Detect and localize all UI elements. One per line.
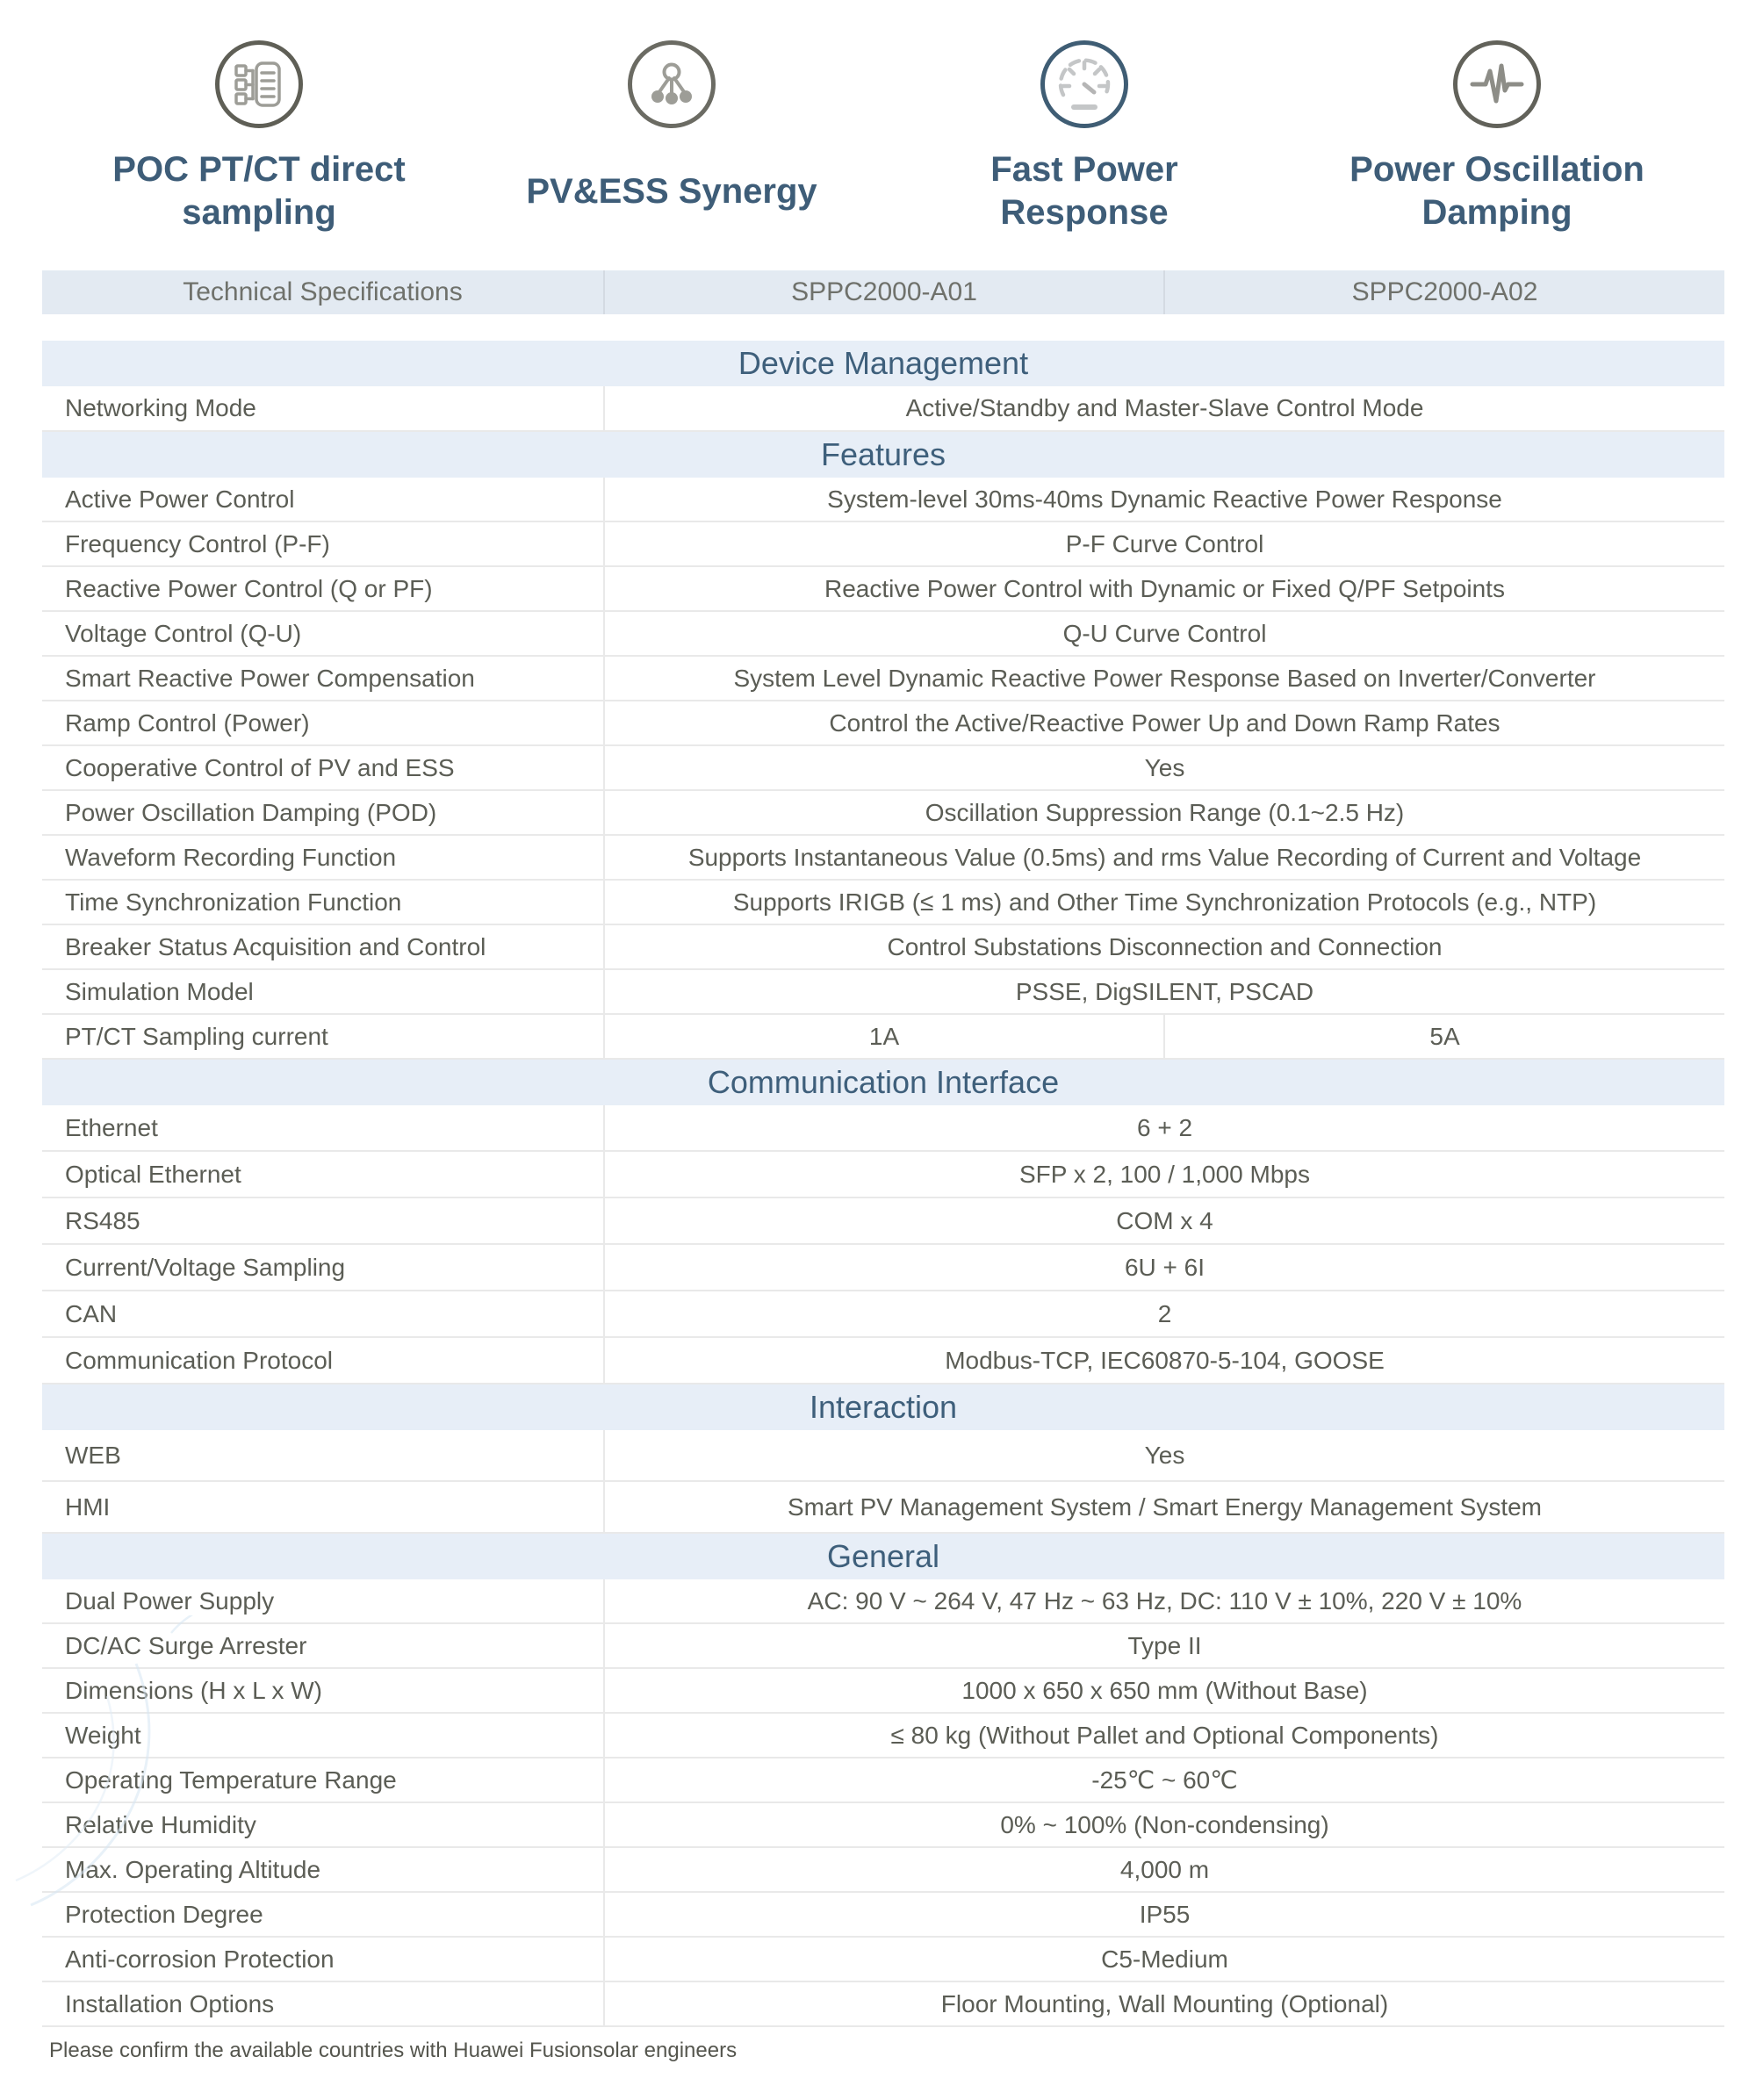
spec-row: [42, 1430, 1724, 1482]
section-interaction: [42, 1384, 1724, 1534]
section-header: Interaction: [42, 1384, 1724, 1430]
feature-label: POC PT/CT direct sampling: [112, 150, 406, 232]
row-value: Floor Mounting, Wall Mounting (Optional): [603, 1982, 1724, 2025]
row-value: AC: 90 V ~ 264 V, 47 Hz ~ 63 Hz, DC: 110 V ± 10%, 220 V ± 10%: [603, 1579, 1724, 1622]
feature-label: Power Oscillation Damping: [1349, 150, 1644, 232]
section-header: Device Management: [42, 341, 1724, 386]
row-label: Anti-corrosion Protection: [65, 1945, 335, 1973]
row-label: Current/Voltage Sampling: [65, 1253, 346, 1281]
spec-row: [42, 925, 1724, 970]
row-label: WEB: [65, 1441, 121, 1469]
section-general: [42, 1534, 1724, 2027]
row-label: Ramp Control (Power): [65, 708, 310, 737]
spec-row: [42, 1105, 1724, 1152]
row-value: Q-U Curve Control: [603, 612, 1724, 655]
row-value: ≤ 80 kg (Without Pallet and Optional Components): [603, 1714, 1724, 1757]
row-label: PT/CT Sampling current: [65, 1022, 328, 1050]
model-header-row: [42, 270, 1724, 314]
spec-row: [42, 1624, 1724, 1669]
flowchart-icon: [215, 40, 303, 128]
row-value: 0% ~ 100% (Non-condensing): [603, 1803, 1724, 1846]
spec-row: [42, 791, 1724, 836]
row-value: Yes: [603, 1430, 1724, 1480]
spec-row: [42, 1579, 1724, 1624]
spec-row: [42, 1669, 1724, 1714]
row-value: 6U + 6I: [603, 1245, 1724, 1290]
row-label: Power Oscillation Damping (POD): [65, 798, 437, 826]
row-label: Installation Options: [65, 1989, 275, 2017]
row-value: Type II: [603, 1624, 1724, 1667]
row-value: Control Substations Disconnection and Connection: [603, 925, 1724, 968]
footer-note: Please confirm the available countries with Huawei Fusionsolar engineers: [49, 2039, 738, 2062]
row-value: COM x 4: [603, 1198, 1724, 1243]
spec-row: [42, 1714, 1724, 1758]
table-title: Technical Specifications: [183, 277, 463, 306]
row-value: Yes: [603, 746, 1724, 789]
row-value: Reactive Power Control with Dynamic or Fixed Q/PF Setpoints: [603, 567, 1724, 610]
spec-row: [42, 567, 1724, 612]
row-label: Voltage Control (Q-U): [65, 619, 302, 647]
row-label: Communication Protocol: [65, 1346, 334, 1374]
spec-row: [42, 522, 1724, 567]
model-a01-header: SPPC2000-A01: [603, 270, 1163, 314]
row-value: -25℃ ~ 60℃: [603, 1758, 1724, 1802]
spec-row: [42, 836, 1724, 881]
spec-row: [42, 1338, 1724, 1384]
row-value: Supports Instantaneous Value (0.5ms) and rms Value Recording of Current and Voltage: [603, 836, 1724, 879]
pulse-wave-icon: [1453, 40, 1541, 128]
row-value: System-level 30ms-40ms Dynamic Reactive Power Response: [603, 478, 1724, 521]
network-synergy-icon: [628, 40, 716, 128]
section-features: [42, 432, 1724, 1060]
spec-row: [42, 1152, 1724, 1198]
row-label: DC/AC Surge Arrester: [65, 1631, 307, 1659]
feature-power-oscillation-damping: [1291, 40, 1703, 235]
spec-row: [42, 1245, 1724, 1291]
row-value: 4,000 m: [603, 1848, 1724, 1891]
row-value: 1A: [603, 1015, 1163, 1058]
row-value: Modbus-TCP, IEC60870-5-104, GOOSE: [603, 1338, 1724, 1383]
row-label: Protection Degree: [65, 1900, 263, 1928]
feature-highlights-row: [53, 40, 1703, 235]
spec-row: [42, 881, 1724, 925]
row-label: Networking Mode: [65, 394, 256, 421]
row-label: Operating Temperature Range: [65, 1766, 397, 1794]
feature-poc-ptct-sampling: [53, 40, 465, 235]
row-value: 5A: [1163, 1015, 1724, 1058]
row-value: Control the Active/Reactive Power Up and Down Ramp Rates: [603, 701, 1724, 744]
spec-row: [42, 657, 1724, 701]
row-label: Time Synchronization Function: [65, 888, 402, 916]
spec-row: [42, 1938, 1724, 1982]
row-value: PSSE, DigSILENT, PSCAD: [603, 970, 1724, 1013]
section-header: General: [42, 1534, 1724, 1579]
row-value: IP55: [603, 1893, 1724, 1936]
row-label: Smart Reactive Power Compensation: [65, 664, 475, 692]
row-label: Max. Operating Altitude: [65, 1855, 321, 1883]
feature-label: Fast Power Response: [990, 150, 1178, 232]
spec-row: [42, 1803, 1724, 1848]
section-header: Features: [42, 432, 1724, 478]
row-label: HMI: [65, 1492, 111, 1521]
table-sections: [42, 341, 1724, 2027]
spec-row: [42, 478, 1724, 522]
row-value: SFP x 2, 100 / 1,000 Mbps: [603, 1152, 1724, 1197]
row-label: Optical Ethernet: [65, 1160, 241, 1188]
speedometer-icon: [1040, 40, 1128, 128]
spec-row: [42, 701, 1724, 746]
row-label: Ethernet: [65, 1113, 158, 1141]
row-value: Oscillation Suppression Range (0.1~2.5 Hz): [603, 791, 1724, 834]
spec-row: [42, 612, 1724, 657]
row-label: Reactive Power Control (Q or PF): [65, 574, 433, 602]
row-label: Relative Humidity: [65, 1810, 256, 1838]
spec-row: [42, 1893, 1724, 1938]
feature-fast-power-response: [878, 40, 1291, 235]
spec-row: [42, 1015, 1724, 1060]
spec-row: [42, 1758, 1724, 1803]
row-label: Weight: [65, 1721, 141, 1749]
row-label: CAN: [65, 1299, 118, 1327]
row-value: Active/Standby and Master-Slave Control Mode: [603, 386, 1724, 430]
spec-row: [42, 970, 1724, 1015]
spec-row: [42, 1848, 1724, 1893]
spec-row: [42, 1982, 1724, 2027]
row-label: Active Power Control: [65, 485, 295, 513]
spec-row: [42, 386, 1724, 432]
section-device-management: [42, 341, 1724, 432]
feature-pv-ess-synergy: [465, 40, 878, 235]
row-label: Dual Power Supply: [65, 1586, 275, 1615]
row-value: Supports IRIGB (≤ 1 ms) and Other Time Synchronization Protocols (e.g., NTP): [603, 881, 1724, 924]
row-value: System Level Dynamic Reactive Power Response Based on Inverter/Converter: [603, 657, 1724, 700]
row-label: Waveform Recording Function: [65, 843, 397, 871]
row-value: 1000 x 650 x 650 mm (Without Base): [603, 1669, 1724, 1712]
row-value: C5-Medium: [603, 1938, 1724, 1981]
spec-row: [42, 1291, 1724, 1338]
row-label: Cooperative Control of PV and ESS: [65, 753, 455, 781]
row-label: Dimensions (H x L x W): [65, 1676, 323, 1704]
row-value: P-F Curve Control: [603, 522, 1724, 565]
row-label: Simulation Model: [65, 977, 254, 1005]
spec-row: [42, 1482, 1724, 1534]
row-value: 6 + 2: [603, 1105, 1724, 1150]
row-value: 2: [603, 1291, 1724, 1336]
spec-table: [42, 270, 1724, 2027]
row-label: Frequency Control (P-F): [65, 529, 330, 557]
feature-label: PV&ESS Synergy: [526, 171, 817, 211]
spec-row: [42, 746, 1724, 791]
row-value: Smart PV Management System / Smart Energy Management System: [603, 1482, 1724, 1532]
section-communication-interface: [42, 1060, 1724, 1384]
model-a02-header: SPPC2000-A02: [1163, 270, 1724, 314]
section-header: Communication Interface: [42, 1060, 1724, 1105]
spec-row: [42, 1198, 1724, 1245]
table-gap: [42, 314, 1724, 341]
row-label: Breaker Status Acquisition and Control: [65, 932, 486, 960]
row-label: RS485: [65, 1206, 140, 1234]
